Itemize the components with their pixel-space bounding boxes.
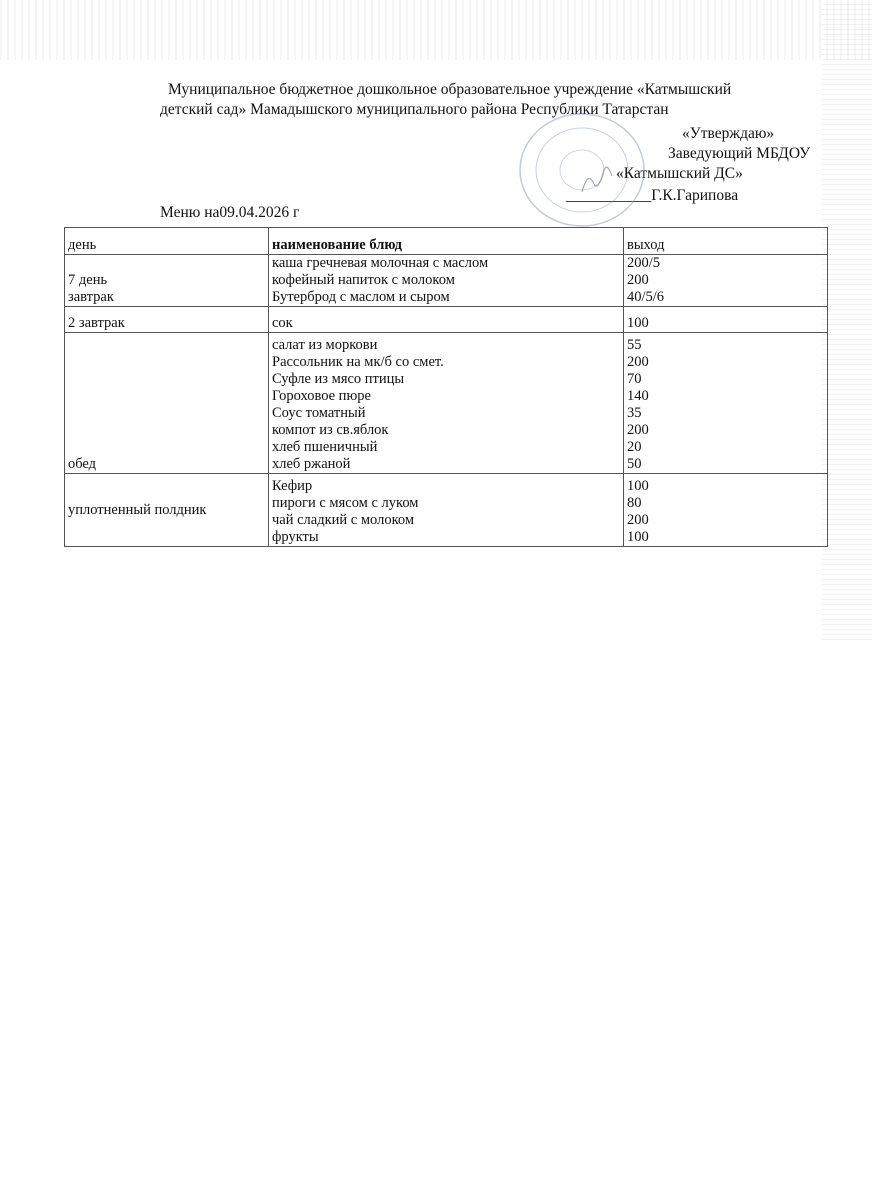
menu-table [64, 227, 828, 547]
meal-label: обед [68, 456, 97, 472]
dish-name: каша гречневая молочная с маслом [272, 255, 489, 271]
output-value: 200 [626, 272, 649, 288]
head-title: Заведующий МБДОУ [668, 145, 811, 162]
approve-label: «Утверждаю» [682, 125, 775, 142]
output-value: 100 [626, 529, 649, 545]
meal-cell [65, 307, 269, 333]
org-line-1: Муниципальное бюджетное дошкольное образовательное учреждение «Катмышский [168, 81, 732, 98]
column-header-day: день [65, 228, 269, 255]
output-value: 35 [626, 405, 642, 421]
menu-date: Меню на09.04.2026 г [160, 204, 300, 221]
column-header-dish: наименование блюд [269, 228, 624, 255]
dish-name: кофейный напиток с молоком [272, 272, 455, 288]
output-value: 200 [626, 354, 649, 370]
org-line-2: детский сад» Мамадышского муниципального района Республики Татарстан [160, 101, 669, 118]
table-row [65, 333, 828, 474]
output-value: 200 [626, 512, 649, 528]
meal-label: 2 завтрак [68, 315, 125, 331]
table-row [65, 474, 828, 547]
table-row [65, 255, 828, 307]
table-row [65, 307, 828, 333]
dish-name: Суфле из мясо птицы [272, 371, 405, 387]
dish-name: Кефир [272, 478, 313, 494]
dish-name: Соус томатный [272, 405, 366, 421]
dish-name: компот из св.яблок [272, 422, 389, 438]
output-value: 50 [626, 456, 642, 472]
meal-label: уплотненный полдник [68, 501, 207, 518]
dish-name: Рассольник на мк/б со смет. [272, 354, 444, 370]
output-value: 200/5 [626, 255, 660, 271]
output-value: 140 [626, 388, 649, 404]
dish-name: чай сладкий с молоком [272, 512, 415, 528]
dish-name: Бутерброд с маслом и сыром [272, 289, 450, 305]
organization-name [160, 80, 820, 120]
output-value: 200 [626, 422, 649, 438]
output-value: 100 [626, 315, 649, 331]
output-value: 70 [626, 371, 642, 387]
meal-cell [65, 474, 269, 547]
dish-name: хлеб ржаной [272, 456, 351, 472]
signature-line: ___________Г.К.Гарипова [566, 187, 739, 204]
dishes-cell [269, 474, 624, 547]
outputs-cell [623, 474, 827, 547]
meal-cell [65, 333, 269, 474]
meal-label: 7 день [68, 272, 108, 288]
dish-name: фрукты [272, 529, 319, 545]
school-name: «Катмышский ДС» [616, 165, 743, 182]
table-header-row [65, 228, 828, 255]
output-value: 80 [626, 495, 642, 511]
scan-noise-top [0, 0, 872, 60]
output-value: 100 [626, 478, 649, 494]
dish-name: хлеб пшеничный [272, 439, 378, 455]
outputs-cell [623, 333, 827, 474]
outputs-cell [623, 255, 827, 307]
outputs-cell [623, 307, 827, 333]
output-value: 40/5/6 [626, 289, 665, 305]
dish-name: сок [272, 315, 293, 331]
scan-noise-right [822, 0, 872, 640]
dishes-cell [269, 307, 624, 333]
output-value: 55 [626, 337, 642, 353]
dish-name: Гороховое пюре [272, 388, 371, 404]
meal-cell [65, 255, 269, 307]
dishes-cell [269, 333, 624, 474]
dishes-cell [269, 255, 624, 307]
dish-name: пироги с мясом с луком [272, 495, 419, 511]
column-header-output: выход [623, 228, 827, 255]
meal-label: завтрак [68, 289, 114, 305]
dish-name: салат из моркови [272, 337, 378, 353]
output-value: 20 [626, 439, 642, 455]
